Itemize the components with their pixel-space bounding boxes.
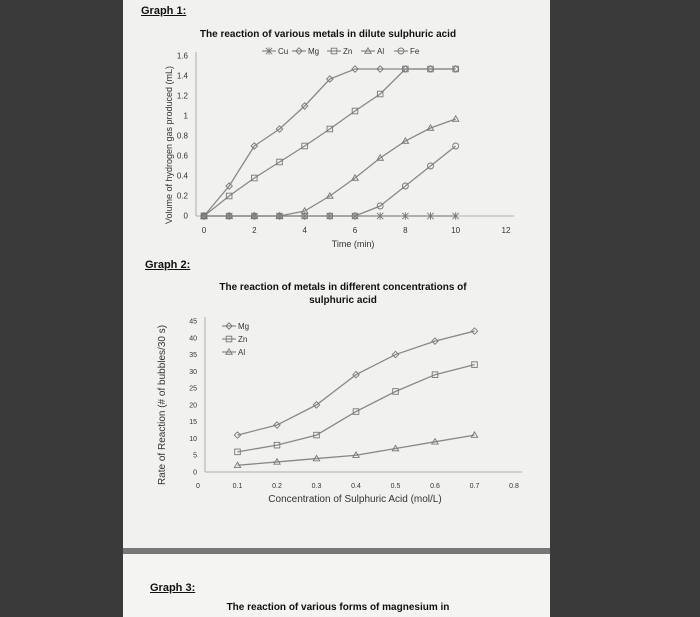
g2-x-tick-label: 0.6 (430, 483, 440, 490)
g1-y-tick-label: 0.4 (176, 171, 188, 181)
graph1-title: The reaction of various metals in dilute sulphuric acid (199, 29, 457, 40)
g1-x-tick-label: 10 (451, 226, 461, 235)
g1-y-tick-label: 0 (183, 211, 188, 221)
g2-y-tick-label: 5 (193, 452, 197, 460)
g1-legend-label: Fe (410, 47, 420, 56)
g2-y-tick-label: 10 (189, 435, 197, 443)
g2-legend-label: Mg (238, 322, 250, 331)
g1-y-tick-label: 1 (183, 111, 188, 121)
g1-x-tick-label: 4 (302, 226, 307, 235)
g1-y-tick-label: 0.8 (176, 131, 188, 141)
g1-legend-label: Cu (278, 47, 289, 56)
g1-x-tick-label: 2 (252, 226, 257, 235)
g2-x-tick-label: 0.2 (272, 483, 282, 490)
g1-legend-label: Zn (343, 47, 353, 56)
g2-x-tick-label: 0.1 (232, 483, 243, 490)
g2-series-mg-line (238, 331, 475, 435)
g2-x-tick-label: 0.7 (469, 483, 480, 490)
g2-point-al (471, 432, 477, 437)
graph1-heading: Graph 1: (141, 5, 187, 17)
g2-x-tick-label: 0.3 (311, 483, 322, 490)
g1-y-tick-label: 0.6 (176, 151, 188, 161)
g1-y-axis-label: Volume of hydrogen gas produced (mL) (164, 65, 174, 225)
g1-legend-label: Mg (308, 47, 320, 56)
g2-x-tick-label: 0.5 (390, 483, 401, 490)
g2-x-tick-label: 0.8 (509, 483, 519, 490)
graph3-heading: Graph 3: (150, 582, 196, 594)
graph2-heading: Graph 2: (145, 259, 191, 271)
g2-y-tick-label: 30 (189, 368, 197, 376)
g2-y-tick-label: 20 (189, 402, 197, 410)
g1-x-tick-label: 6 (352, 226, 358, 235)
g2-y-tick-label: 25 (189, 385, 197, 393)
g2-y-tick-label: 15 (189, 419, 197, 427)
g1-x-axis-label: Time (min) (331, 239, 375, 249)
g2-y-axis-label: Rate of Reaction (# of bubbles/30 s) (157, 324, 168, 486)
g1-x-tick-label: 8 (403, 226, 408, 235)
g1-x-tick-label: 12 (501, 226, 511, 235)
g1-y-tick-label: 0.2 (176, 191, 188, 201)
g2-series-al-line (238, 435, 475, 465)
g2-x-axis-label: Concentration of Sulphuric Acid (mol/L) (268, 494, 442, 505)
g2-x-tick-label: 0 (196, 483, 200, 490)
g2-y-tick-label: 35 (189, 352, 197, 360)
g2-y-tick-label: 45 (189, 318, 197, 326)
g1-y-tick-label: 1.6 (176, 51, 188, 61)
g2-legend-label: Zn (238, 335, 248, 344)
g1-y-tick-label: 1.2 (176, 91, 188, 101)
g1-x-tick-label: 0 (201, 226, 207, 235)
g2-legend-label: Al (238, 348, 246, 357)
graph3-title: The reaction of various forms of magnesium in (226, 602, 450, 613)
g2-y-tick-label: 0 (193, 469, 197, 477)
g2-y-tick-label: 40 (189, 335, 197, 343)
g1-legend-label: Al (377, 47, 385, 56)
graph2-title: The reaction of metals in different concentrations of sulphuric acid (219, 282, 467, 306)
g1-y-tick-label: 1.4 (176, 71, 188, 81)
g2-x-tick-label: 0.4 (351, 483, 361, 490)
